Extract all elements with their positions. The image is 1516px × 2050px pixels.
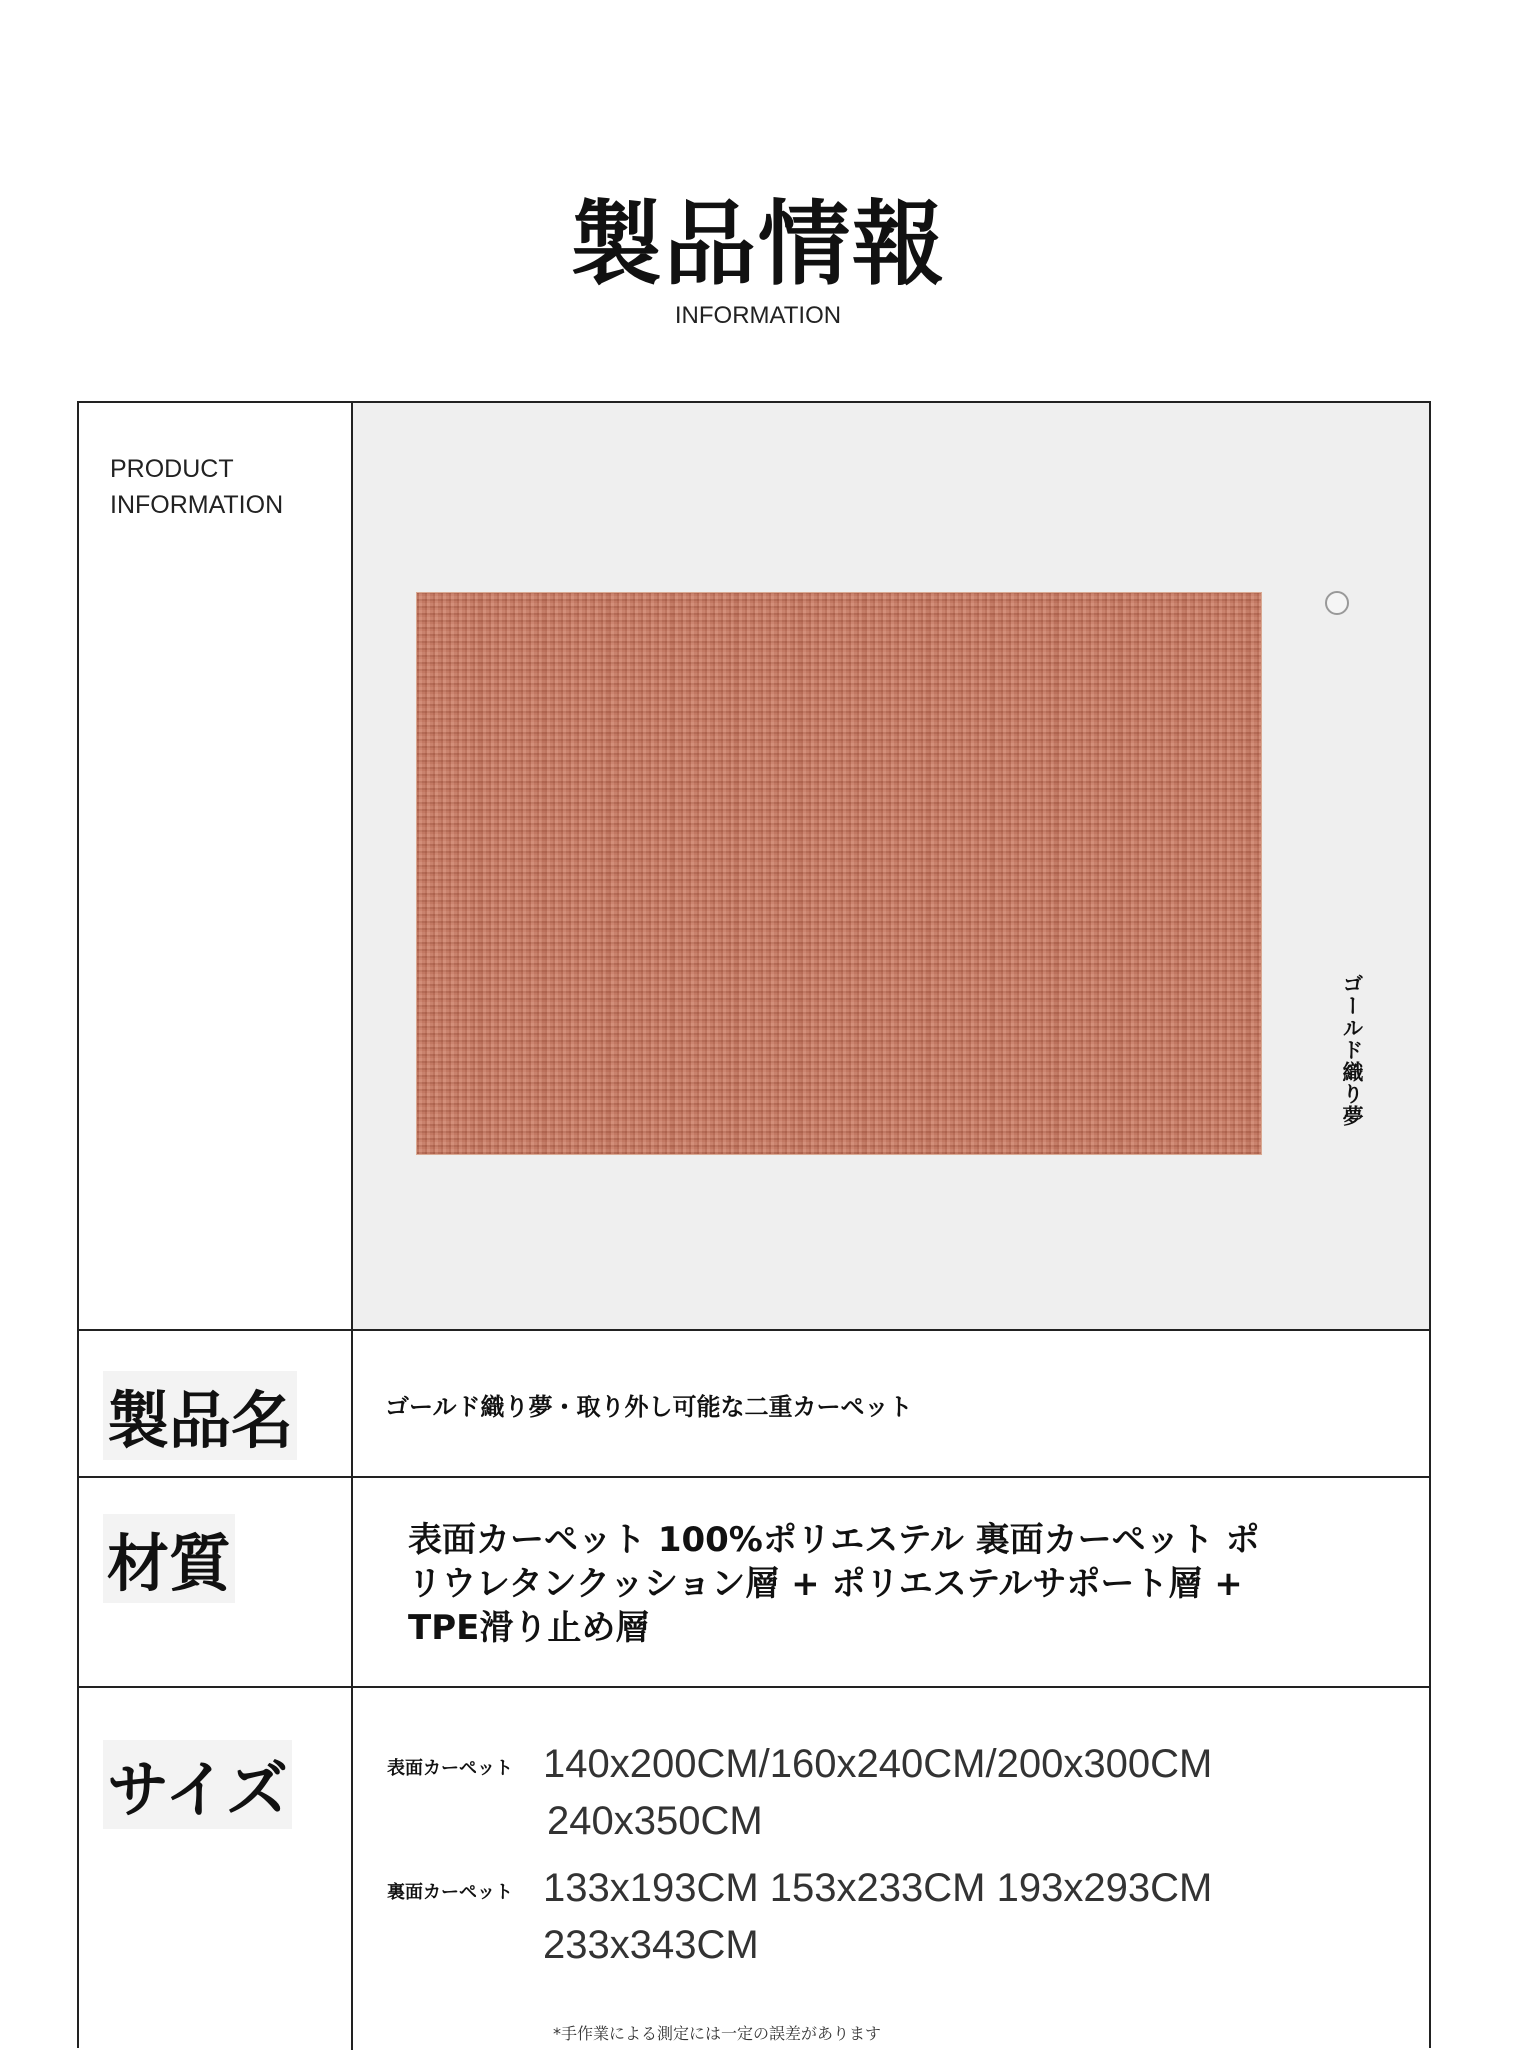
product-vertical-label: ゴールド織り夢 xyxy=(1340,973,1364,1127)
product-name-label: 製品名 xyxy=(103,1371,297,1460)
rug-product-image xyxy=(417,593,1261,1154)
size-label-cell xyxy=(79,1688,353,2050)
size-row xyxy=(79,1688,1429,2050)
page-subtitle: INFORMATION xyxy=(674,302,842,329)
material-label-cell xyxy=(79,1478,353,1686)
product-information-label-line2: INFORMATION xyxy=(110,491,284,519)
page-title: 製品情報 xyxy=(569,191,946,298)
image-row-label-cell xyxy=(79,403,353,1329)
image-row xyxy=(79,403,1429,1331)
size-value-cell xyxy=(353,1688,1429,2050)
size-label: サイズ xyxy=(103,1740,292,1829)
material-row xyxy=(79,1478,1429,1688)
product-name-value-cell xyxy=(353,1331,1429,1476)
product-information-label xyxy=(110,451,283,523)
measurement-note: *手作業による測定には一定の誤差があります xyxy=(553,2024,882,2043)
product-name-value: ゴールド織り夢・取り外し可能な二重カーペット xyxy=(385,1393,913,1421)
surface-size-line1: 140x200CM/160x240CM/200x300CM xyxy=(543,1742,1213,1786)
color-swatch-dot[interactable] xyxy=(1325,591,1349,615)
surface-size-tag: 表面カーペット xyxy=(387,1758,513,1779)
product-information-label-line1: PRODUCT xyxy=(110,455,234,483)
product-name-label-cell xyxy=(79,1331,353,1476)
page-header xyxy=(0,190,1516,330)
image-row-content-cell xyxy=(353,403,1429,1329)
back-size-line1: 133x193CM 153x233CM 193x293CM xyxy=(543,1866,1213,1910)
product-info-table xyxy=(77,401,1431,2048)
back-size-values xyxy=(543,1860,1343,1974)
back-size-tag: 裏面カーペット xyxy=(387,1882,513,1903)
material-label: 材質 xyxy=(103,1514,235,1603)
back-size-line2: 233x343CM xyxy=(543,1923,759,1967)
product-name-row xyxy=(79,1331,1429,1478)
surface-size-values xyxy=(543,1736,1343,1850)
surface-size-line2: 240x350CM xyxy=(547,1799,763,1843)
material-value-cell xyxy=(353,1478,1429,1686)
material-value: 表面カーペット 100%ポリエステル 裏面カーペット ポリウレタンクッション層 + ポリエステルサポート層 + TPE滑り止め層 xyxy=(408,1520,1260,1648)
